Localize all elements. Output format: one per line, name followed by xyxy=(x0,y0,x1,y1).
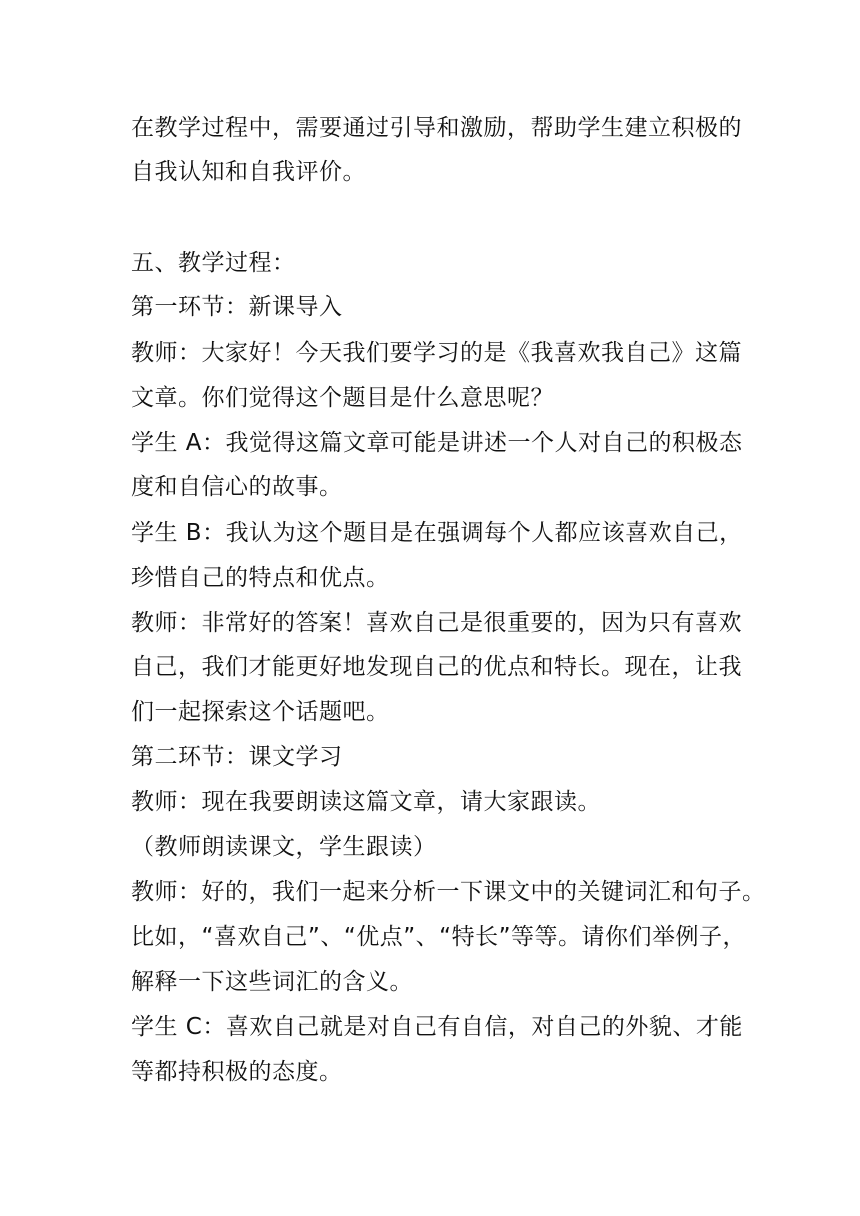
dialogue-line: 文章。你们觉得这个题目是什么意思呢？ xyxy=(131,385,554,411)
dialogue-line: 等都持积极的态度。 xyxy=(131,1059,343,1085)
paragraph-line: 自我认知和自我评价。 xyxy=(131,159,366,185)
dialogue-line: 教师：现在我要朗读这篇文章，请大家跟读。 xyxy=(131,789,601,815)
paragraph-line: 在教学过程中，需要通过引导和激励，帮助学生建立积极的 xyxy=(131,115,742,141)
dialogue-line: 教师：好的，我们一起来分析一下课文中的关键词汇和句子。 xyxy=(131,879,766,905)
dialogue-line: 比如，“喜欢自己”、“优点”、“特长”等等。请你们举例子， xyxy=(131,924,746,950)
dialogue-line: 教师：非常好的答案！喜欢自己是很重要的，因为只有喜欢 xyxy=(131,610,742,636)
dialogue-line: 度和自信心的故事。 xyxy=(131,474,343,500)
dialogue-line: 教师：大家好！今天我们要学习的是《我喜欢我自己》这篇 xyxy=(131,340,742,366)
dialogue-line: 学生 C：喜欢自己就是对自己有自信，对自己的外貌、才能 xyxy=(131,1014,743,1040)
dialogue-line: 们一起探索这个话题吧。 xyxy=(131,699,390,725)
subsection-heading: 第二环节：课文学习 xyxy=(131,744,343,770)
dialogue-line: 学生 B：我认为这个题目是在强调每个人都应该喜欢自己， xyxy=(131,520,743,546)
dialogue-line: 学生 A：我觉得这篇文章可能是讲述一个人对自己的积极态 xyxy=(131,430,743,456)
dialogue-line: 自己，我们才能更好地发现自己的优点和特长。现在，让我 xyxy=(131,654,742,680)
section-heading: 五、教学过程： xyxy=(131,250,296,276)
dialogue-line: 解释一下这些词汇的含义。 xyxy=(131,969,413,995)
dialogue-line: 珍惜自己的特点和优点。 xyxy=(131,565,390,591)
stage-direction: （教师朗读课文，学生跟读） xyxy=(131,834,437,860)
subsection-heading: 第一环节：新课导入 xyxy=(131,294,343,320)
